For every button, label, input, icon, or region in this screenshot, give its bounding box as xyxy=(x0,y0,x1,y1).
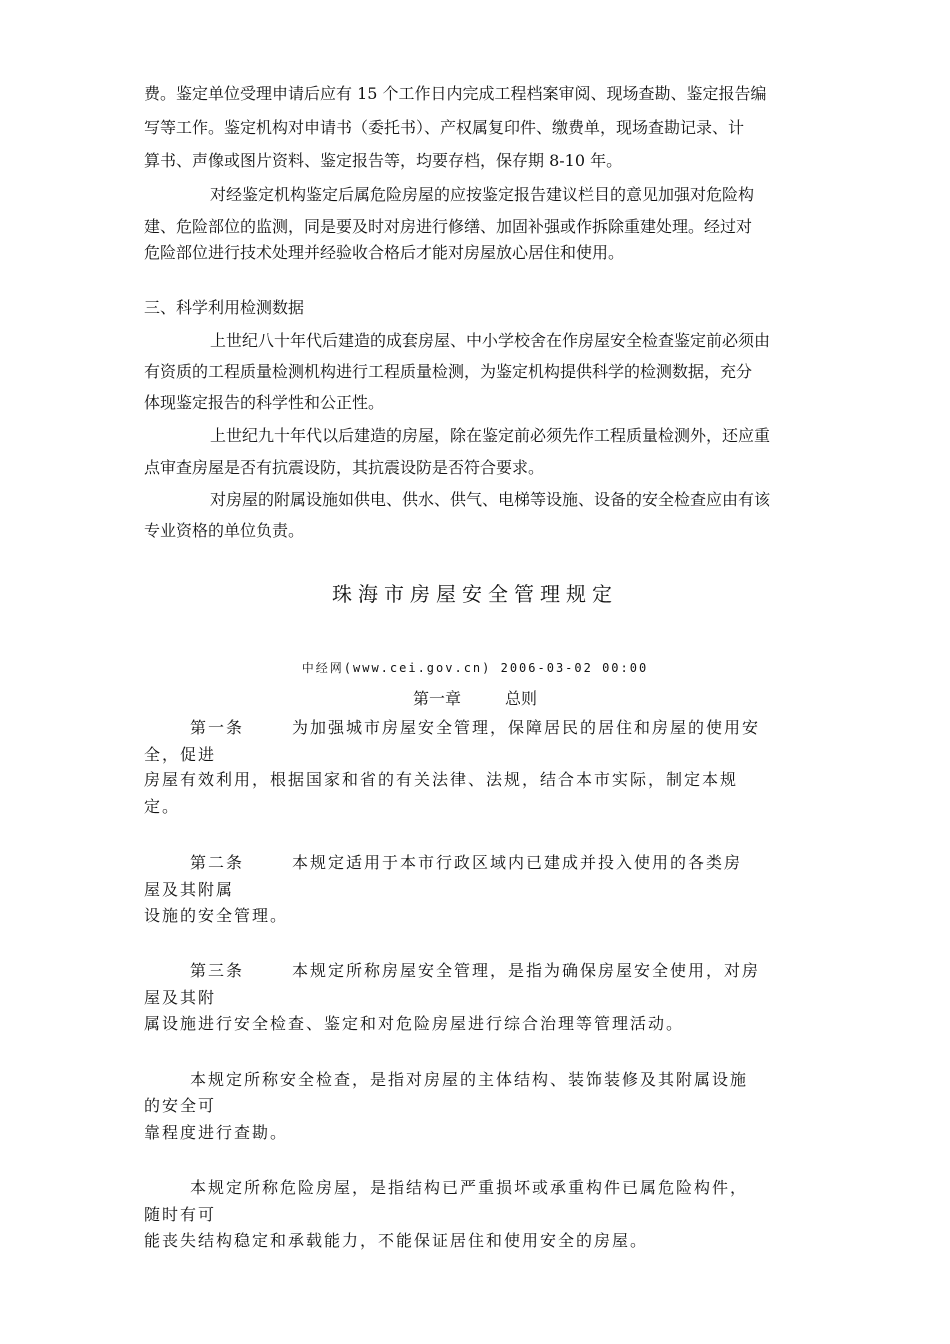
body-text-line: 专业资格的单位负责。 xyxy=(144,521,305,540)
article-label: 第一条 xyxy=(190,718,245,737)
article-1-line: 定。 xyxy=(144,797,181,816)
paragraph-line: 本规定所称安全检查，是指对房屋的主体结构、装饰装修及其附属设施 xyxy=(190,1070,749,1089)
article-1-line: 房屋有效利用，根据国家和省的有关法律、法规，结合本市实际，制定本规 xyxy=(144,770,739,789)
paragraph-line: 随时有可 xyxy=(144,1205,217,1224)
chapter-number: 第一章 xyxy=(412,689,461,708)
body-text-line: 算书、声像或图片资料、鉴定报告等，均要存档，保存期 8-10 年。 xyxy=(144,151,623,170)
chapter-name: 总则 xyxy=(505,689,538,708)
body-text-line: 上世纪九十年代以后建造的房屋，除在鉴定前必须先作工程质量检测外，还应重 xyxy=(210,426,771,445)
body-text-line: 对经鉴定机构鉴定后属危险房屋的应按鉴定报告建议栏目的意见加强对危险构 xyxy=(210,185,755,204)
body-text-line: 费。鉴定单位受理申请后应有 15 个工作日内完成工程档案审阅、现场查勘、鉴定报告编 xyxy=(144,84,767,103)
body-text-line: 写等工作。鉴定机构对申请书（委托书）、产权属复印件、缴费单，现场查勘记录、计 xyxy=(144,118,745,137)
paragraph-line: 本规定所称危险房屋，是指结构已严重损坏或承重构件已属危险构件， xyxy=(190,1178,749,1197)
body-text-line: 体现鉴定报告的科学性和公正性。 xyxy=(144,393,385,412)
article-3-line: 属设施进行安全检查、鉴定和对危险房屋进行综合治理等管理活动。 xyxy=(144,1014,685,1033)
body-text-line: 点审查房屋是否有抗震设防，其抗震设防是否符合要求。 xyxy=(144,458,545,477)
article-label: 第二条 xyxy=(190,853,245,872)
paragraph-line: 靠程度进行查勘。 xyxy=(144,1123,289,1142)
article-2-line: 第二条 本规定适用于本市行政区域内已建成并投入使用的各类房 xyxy=(190,853,743,872)
body-text-line: 对房屋的附属设施如供电、供水、供气、电梯等设施、设备的安全检查应由有该 xyxy=(210,490,771,509)
article-2-line: 设施的安全管理。 xyxy=(144,906,289,925)
paragraph-line: 能丧失结构稳定和承载能力，不能保证居住和使用安全的房屋。 xyxy=(144,1231,649,1250)
section-heading: 三、科学利用检测数据 xyxy=(144,298,305,317)
body-text-line: 有资质的工程质量检测机构进行工程质量检测，为鉴定机构提供科学的检测数据，充分 xyxy=(144,362,753,381)
body-text-line: 危险部位进行技术处理并经验收合格后才能对房屋放心居住和使用。 xyxy=(144,243,625,262)
article-label: 第三条 xyxy=(190,961,245,980)
paragraph-line: 的安全可 xyxy=(144,1096,217,1115)
source-dateline: 中经网(www.cei.gov.cn) 2006-03-02 00:00 xyxy=(301,661,649,675)
article-3-line: 屋及其附 xyxy=(144,988,217,1007)
chapter-heading xyxy=(0,686,950,709)
document-title: 珠海市房屋安全管理规定 xyxy=(332,582,618,606)
body-text-line: 上世纪八十年代后建造的成套房屋、中小学校舍在作房屋安全检查鉴定前必须由 xyxy=(210,331,771,350)
article-1-line: 第一条 为加强城市房屋安全管理，保障居民的居住和房屋的使用安 xyxy=(190,718,761,737)
article-3-line: 第三条 本规定所称房屋安全管理，是指为确保房屋安全使用，对房 xyxy=(190,961,761,980)
body-text-line: 建、危险部位的监测，同是要及时对房进行修缮、加固补强或作拆除重建处理。经过对 xyxy=(144,217,753,236)
article-1-line: 全，促进 xyxy=(144,745,217,764)
article-2-line: 屋及其附属 xyxy=(144,880,235,899)
